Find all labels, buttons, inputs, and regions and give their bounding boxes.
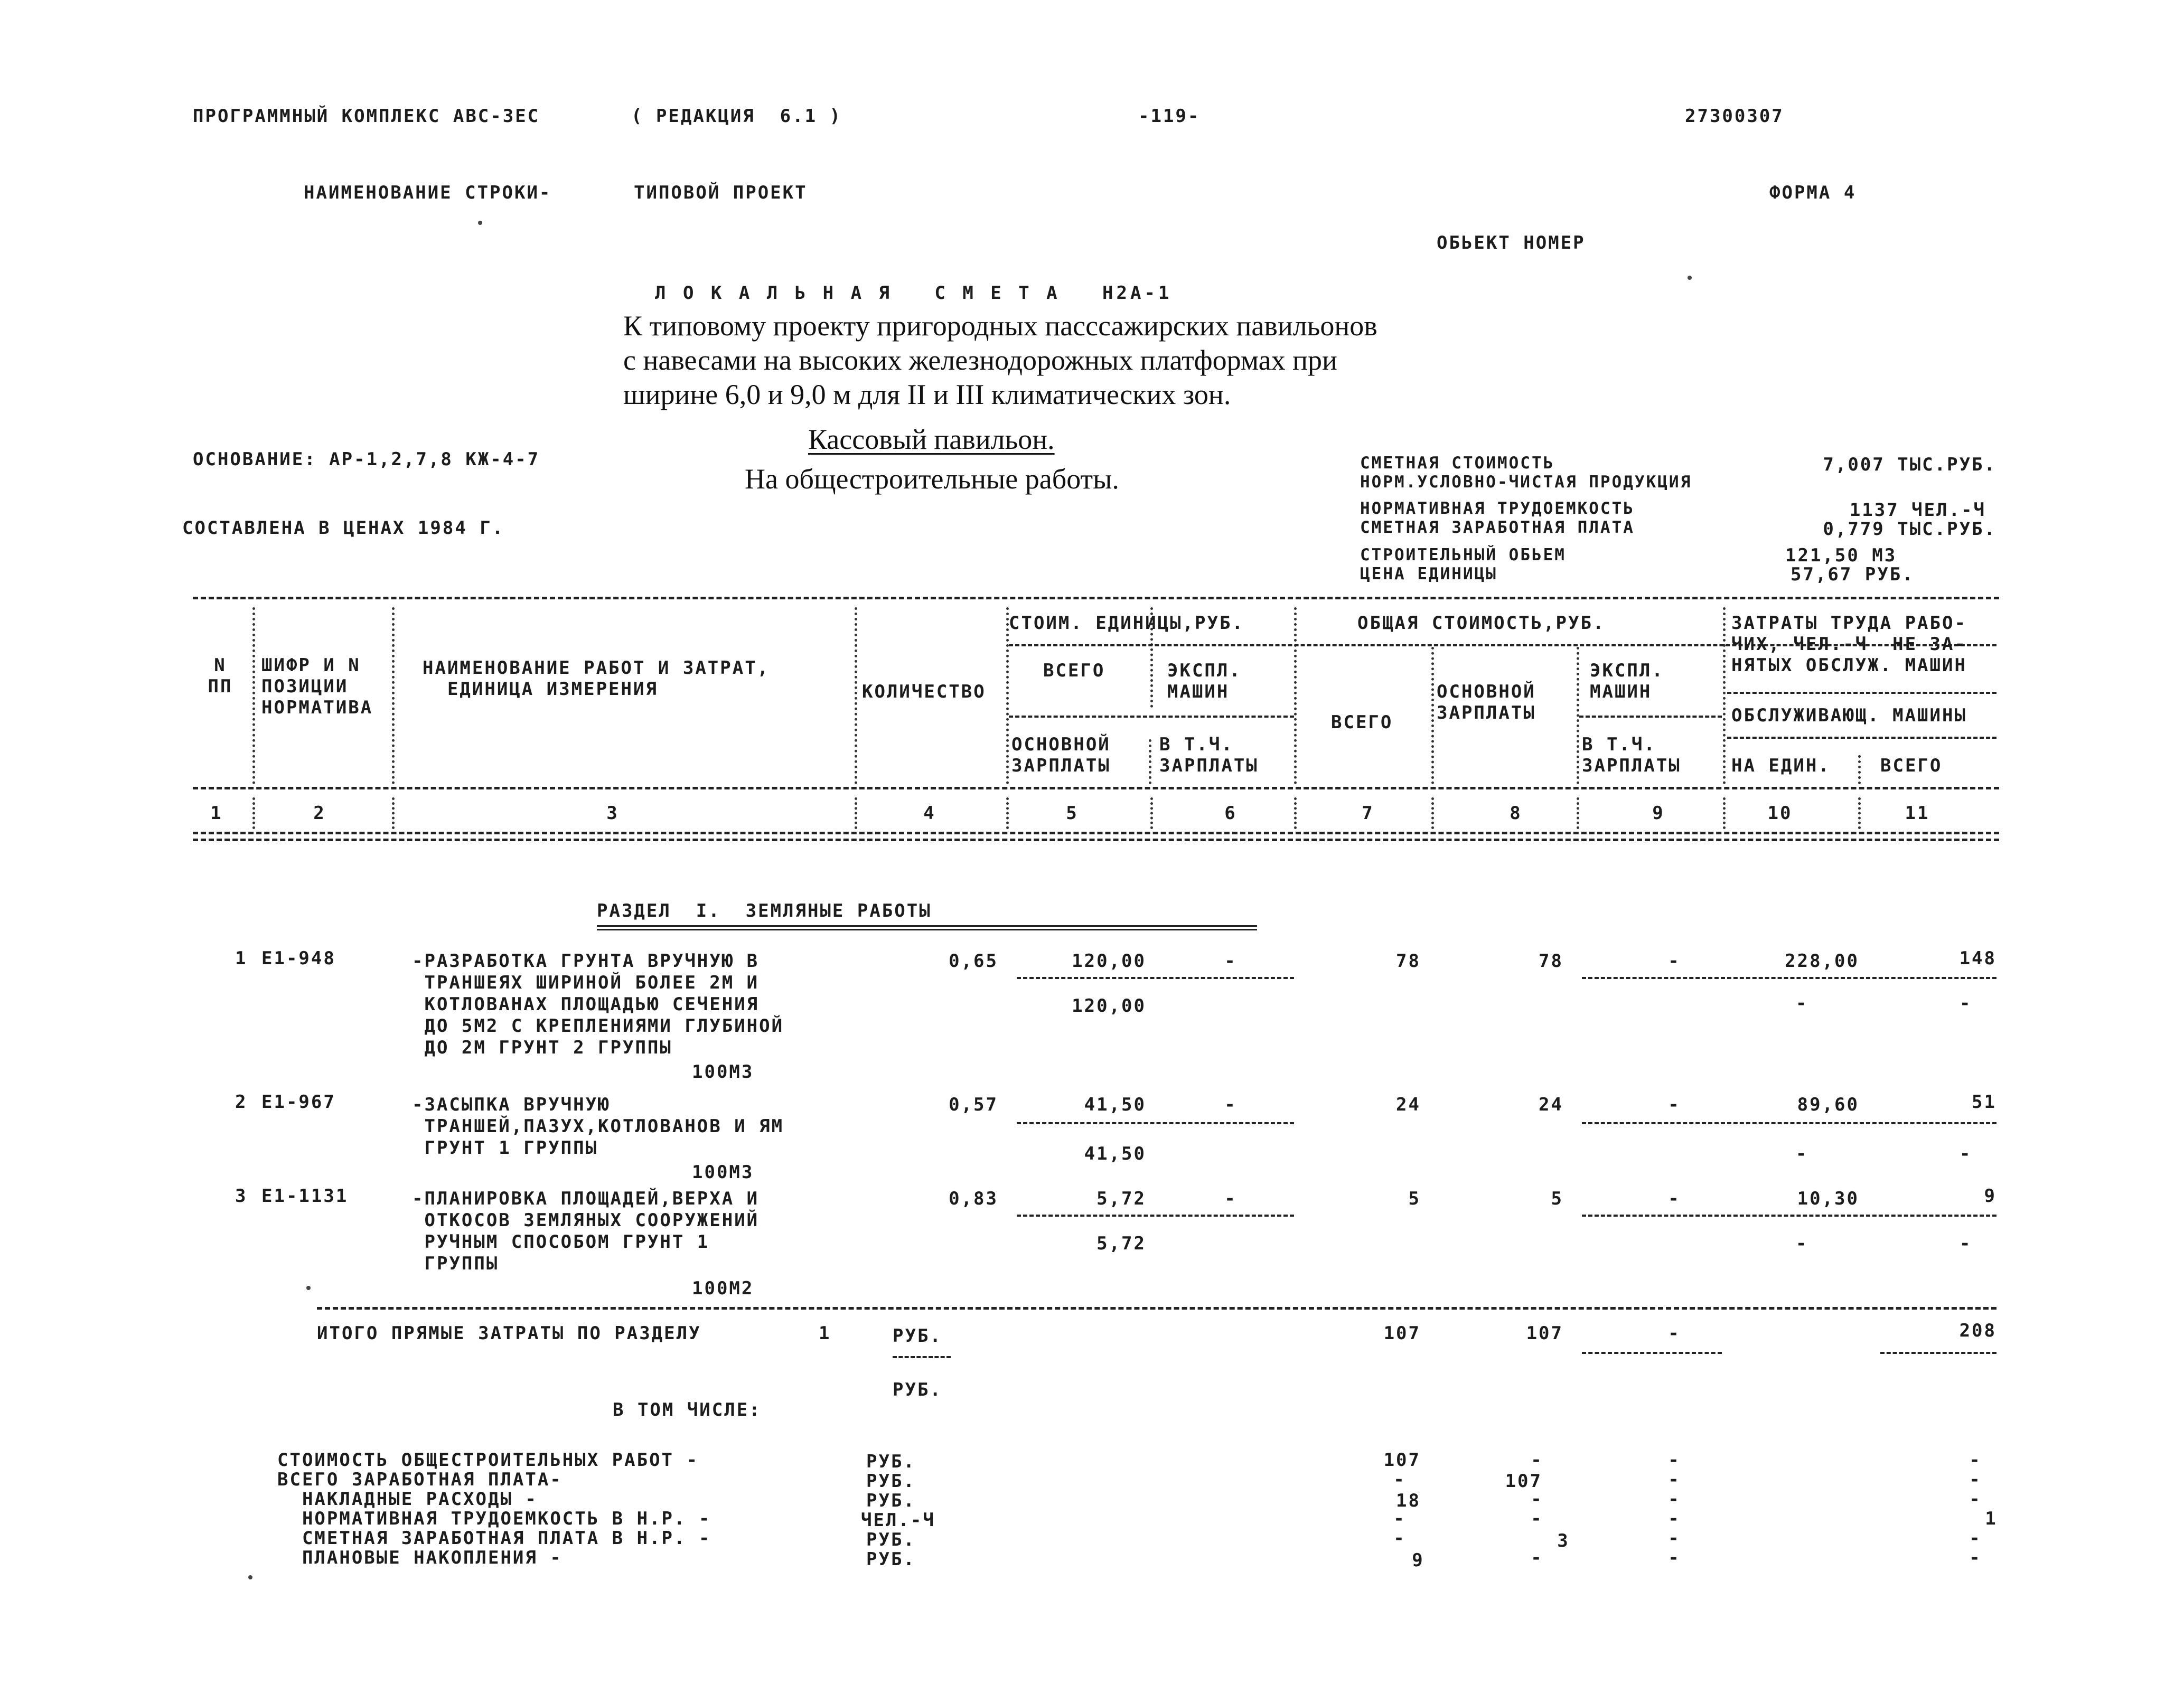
- cell-rule: [893, 1356, 951, 1358]
- breakdown-unit: ЧЕЛ.-Ч: [861, 1510, 935, 1531]
- smeta-title: Л О К А Л Ь Н А Я С М Е Т А Н2А-1: [655, 283, 1173, 304]
- col-header-name: НАИМЕНОВАНИЕ РАБОТ И ЗАТРАТ, ЕДИНИЦА ИЗМЕРЕНИЯ: [423, 657, 770, 700]
- column-separator: [1431, 797, 1434, 829]
- row-total: 5: [1408, 1188, 1421, 1209]
- row-machines: -: [1668, 951, 1681, 972]
- breakdown-label: НОРМАТИВНАЯ ТРУДОЕМКОСТЬ В Н.Р. -: [277, 1508, 711, 1529]
- breakdown-total: 18: [1396, 1490, 1421, 1511]
- breakdown-labor: -: [1969, 1450, 1982, 1471]
- row-work-name: -ПЛАНИРОВКА ПЛОЩАДЕЙ,ВЕРХА И ОТКОСОВ ЗЕМЛЯНЫХ СООРУЖЕНИЙ РУЧНЫМ СПОСОБОМ ГРУНТ 1 ГРУППЫ: [412, 1188, 760, 1274]
- col-header-labor-service: ОБСЛУЖИВАЮЩ. МАШИНЫ: [1731, 705, 1967, 726]
- column-separator: [855, 607, 857, 784]
- header-sub-rule: [1579, 716, 1722, 718]
- column-separator: [1149, 739, 1151, 784]
- col-header-unit-machine-salary: В Т.Ч. ЗАРПЛАТЫ: [1159, 734, 1259, 776]
- column-separator: [855, 797, 857, 829]
- col-header-qty: КОЛИЧЕСТВО: [862, 681, 986, 702]
- document-number: 27300307: [1685, 106, 1784, 127]
- itogo-label: ИТОГО ПРЯМЫЕ ЗАТРАТЫ ПО РАЗДЕЛУ: [317, 1323, 701, 1344]
- cell-rule: [1880, 1352, 1996, 1354]
- breakdown-label: СМЕТНАЯ ЗАРАБОТНАЯ ПЛАТА В Н.Р. -: [277, 1528, 711, 1549]
- breakdown-unit: РУБ.: [866, 1490, 916, 1511]
- row-unit-salary: 120,00: [1072, 995, 1146, 1017]
- summary-value: 121,50 М3: [1785, 545, 1897, 566]
- edition: ( РЕДАКЦИЯ 6.1 ): [631, 106, 842, 127]
- row-labor-total: 51: [1972, 1092, 1996, 1113]
- column-separator: [1577, 797, 1579, 829]
- cell-rule: [1017, 1215, 1294, 1217]
- col-number: 3: [606, 803, 619, 824]
- breakdown-total: -: [1393, 1508, 1406, 1529]
- col-header-unit-machines: ЭКСПЛ. МАШИН: [1167, 660, 1242, 702]
- cell-rule: [1017, 977, 1294, 979]
- breakdown-labor: -: [1969, 1547, 1982, 1568]
- breakdown-label: СТОИМОСТЬ ОБЩЕСТРОИТЕЛЬНЫХ РАБОТ -: [277, 1450, 699, 1471]
- row-unit: 100М3: [692, 1061, 754, 1083]
- col-header-code: ШИФР И N ПОЗИЦИИ НОРМАТИВА: [261, 655, 373, 718]
- title-line-2: с навесами на высоких железнодорожных платформах при: [623, 344, 1337, 376]
- column-separator: [1006, 797, 1009, 829]
- col-number: 7: [1362, 803, 1374, 824]
- works-title: На общестроительные работы.: [745, 463, 1119, 495]
- row-number: 3: [235, 1186, 248, 1207]
- basis-drawings: ОСНОВАНИЕ: АР-1,2,7,8 КЖ-4-7: [193, 449, 540, 470]
- breakdown-unit: РУБ.: [866, 1471, 916, 1492]
- form-label: ФОРМА 4: [1769, 182, 1857, 203]
- row-unit: 100М3: [692, 1162, 754, 1183]
- col-number: 1: [210, 803, 223, 824]
- summary-value: 0,779 ТЫС.РУБ.: [1823, 519, 1996, 540]
- breakdown-unit: РУБ.: [866, 1529, 916, 1550]
- breakdown-labor: 1: [1985, 1508, 1998, 1529]
- col-header-unit-cost: СТОИМ. ЕДИНИЦЫ,РУБ.: [1009, 613, 1244, 634]
- col-number: 2: [313, 803, 326, 824]
- row-machines: -: [1668, 1094, 1681, 1115]
- section-title: РАЗДЕЛ I. ЗЕМЛЯНЫЕ РАБОТЫ: [597, 900, 932, 921]
- col-header-unit-base-salary: ОСНОВНОЙ ЗАРПЛАТЫ: [1011, 734, 1111, 776]
- row-quantity: 0,57: [949, 1094, 998, 1115]
- header-bottom-rule: [193, 832, 1999, 834]
- breakdown-label: НАКЛАДНЫЕ РАСХОДЫ -: [277, 1489, 538, 1510]
- header-sub-rule: [1727, 737, 1996, 739]
- column-separator: [1723, 797, 1726, 829]
- row-total: 78: [1396, 951, 1421, 972]
- row-code: Е1-948: [261, 948, 336, 969]
- column-separator: [1006, 607, 1009, 784]
- row-machines: -: [1668, 1188, 1681, 1209]
- column-separator: [392, 607, 395, 784]
- row-unit-salary: 41,50: [1084, 1143, 1146, 1164]
- row-quantity: 0,65: [949, 951, 998, 972]
- breakdown-base: 3: [1557, 1530, 1570, 1551]
- header-mid-rule: [193, 787, 1999, 789]
- pavilion-title: Кассовый павильон.: [808, 424, 1055, 455]
- breakdown-machines: -: [1668, 1528, 1681, 1549]
- row-unit-price: 120,00: [1072, 951, 1146, 972]
- row-name-label: НАИМЕНОВАНИЕ СТРОКИ-: [304, 182, 552, 203]
- breakdown-machines: -: [1668, 1469, 1681, 1490]
- column-separator: [1294, 607, 1297, 784]
- in-that-label: В ТОМ ЧИСЛЕ:: [613, 1399, 762, 1420]
- row-labor-total: 148: [1959, 948, 1996, 969]
- row-code: Е1-1131: [261, 1186, 349, 1207]
- col-header-total-machines: ЭКСПЛ. МАШИН: [1590, 660, 1664, 702]
- summary-label: СМЕТНАЯ СТОИМОСТЬ: [1360, 454, 1555, 473]
- header-bottom-rule: [193, 839, 1999, 841]
- row-base-salary: 5: [1551, 1188, 1563, 1209]
- row-unit-price: 41,50: [1084, 1094, 1146, 1115]
- summary-label: НОРМ.УСЛОВНО-ЧИСТАЯ ПРОДУКЦИЯ: [1360, 473, 1692, 492]
- column-separator: [252, 607, 255, 784]
- breakdown-total: -: [1393, 1528, 1406, 1549]
- row-unit: 100М2: [692, 1278, 754, 1299]
- column-separator: [1431, 647, 1434, 784]
- row-unit-price: 5,72: [1096, 1188, 1146, 1209]
- column-separator: [252, 797, 255, 829]
- row-labor-unit: 228,00: [1785, 951, 1859, 972]
- row-number: 1: [235, 948, 248, 969]
- header-top-rule: [193, 597, 1999, 599]
- program-name: ПРОГРАММНЫЙ КОМПЛЕКС АВС-3ЕС: [193, 106, 540, 127]
- title-line-3: ширине 6,0 и 9,0 м для II и III климатических зон.: [623, 379, 1231, 410]
- object-number-label: ОБЬЕКТ НОМЕР: [1437, 232, 1586, 253]
- column-separator: [1150, 797, 1153, 829]
- breakdown-base: 107: [1505, 1471, 1542, 1492]
- col-header-total-base-salary: ОСНОВНОЙ ЗАРПЛАТЫ: [1437, 681, 1536, 723]
- col-number: 11: [1905, 803, 1930, 824]
- cell-rule: [1017, 1122, 1294, 1124]
- col-header-total-all: ВСЕГО: [1331, 712, 1393, 733]
- breakdown-unit: РУБ.: [866, 1451, 916, 1472]
- row-total: 24: [1396, 1094, 1421, 1115]
- summary-label: НОРМАТИВНАЯ ТРУДОЕМКОСТЬ: [1360, 499, 1635, 518]
- col-header-unit-total: ВСЕГО: [1043, 660, 1105, 681]
- title-line-1: К типовому проекту пригородных пасссажирских павильонов: [623, 310, 1377, 342]
- column-separator: [392, 797, 395, 829]
- breakdown-total: 9: [1412, 1550, 1424, 1571]
- summary-label: СМЕТНАЯ ЗАРАБОТНАЯ ПЛАТА: [1360, 518, 1635, 537]
- breakdown-machines: -: [1668, 1508, 1681, 1529]
- row-unit-machines: -: [1224, 951, 1237, 972]
- breakdown-labor: -: [1969, 1528, 1982, 1549]
- col-header-n: N ПП: [208, 655, 233, 697]
- breakdown-total: 107: [1383, 1450, 1421, 1471]
- row-name-value: ТИПОВОЙ ПРОЕКТ: [634, 182, 808, 203]
- col-header-per-unit: НА ЕДИН.: [1731, 755, 1831, 776]
- row-unit-machines: -: [1224, 1188, 1237, 1209]
- breakdown-machines: -: [1668, 1489, 1681, 1510]
- header-sub-rule: [1727, 692, 1996, 694]
- breakdown-labor: -: [1969, 1489, 1982, 1510]
- cell-rule: [1582, 1122, 1996, 1124]
- column-separator: [1858, 797, 1861, 829]
- itogo-unit-2: РУБ.: [893, 1379, 942, 1400]
- breakdown-base: -: [1531, 1508, 1543, 1529]
- breakdown-label: ВСЕГО ЗАРАБОТНАЯ ПЛАТА-: [277, 1469, 563, 1490]
- col-header-labor: ЗАТРАТЫ ТРУДА РАБО- ЧИХ, ЧЕЛ.-Ч НЕ ЗА- НЯТЫХ ОБСЛУЖ. МАШИН: [1731, 613, 1967, 676]
- col-number: 5: [1066, 803, 1079, 824]
- header-sub-rule: [1009, 716, 1294, 718]
- col-header-total-machine-salary: В Т.Ч. ЗАРПЛАТЫ: [1582, 734, 1681, 776]
- cell-rule: [1582, 977, 1996, 979]
- col-number: 8: [1510, 803, 1522, 824]
- summary-label: СТРОИТЕЛЬНЫЙ ОБЬЕМ: [1360, 545, 1566, 565]
- summary-value: 7,007 ТЫС.РУБ.: [1823, 454, 1996, 475]
- row-quantity: 0,83: [949, 1188, 998, 1209]
- row-code: Е1-967: [261, 1092, 336, 1113]
- row-unit-salary: 5,72: [1096, 1233, 1146, 1254]
- itogo-rule: [317, 1307, 1996, 1310]
- column-separator: [1294, 797, 1297, 829]
- itogo-base-salary: 107: [1526, 1323, 1563, 1344]
- column-separator: [1858, 755, 1861, 784]
- col-header-labor-total: ВСЕГО: [1880, 755, 1943, 776]
- itogo-labor: 208: [1959, 1320, 1996, 1341]
- column-separator: [1723, 607, 1726, 784]
- page-number: -119-: [1138, 106, 1201, 127]
- itogo-machines: -: [1668, 1323, 1681, 1344]
- col-number: 6: [1224, 803, 1237, 824]
- summary-value: 57,67 РУБ.: [1791, 564, 1915, 585]
- breakdown-total: -: [1393, 1469, 1406, 1490]
- breakdown-base: -: [1531, 1450, 1543, 1471]
- breakdown-machines: -: [1668, 1547, 1681, 1568]
- itogo-quantity: 1: [819, 1323, 831, 1344]
- summary-value: 1137 ЧЕЛ.-Ч: [1849, 500, 1986, 521]
- row-labor-total: 9: [1984, 1186, 1996, 1207]
- cell-rule: [1582, 1215, 1996, 1217]
- row-work-name: -РАЗРАБОТКА ГРУНТА ВРУЧНУЮ В ТРАНШЕЯХ ШИРИНОЙ БОЛЕЕ 2М И КОТЛОВАНАХ ПЛОЩАДЬЮ СЕЧЕНИЯ ДО 5М2 С КРЕПЛЕНИЯМИ ГЛУБИНОЙ ДО 2М ГРУНТ 2 ГРУППЫ: [412, 951, 784, 1058]
- breakdown-base: -: [1531, 1489, 1543, 1510]
- cell-rule: [1582, 1352, 1722, 1354]
- itogo-unit: РУБ.: [893, 1325, 942, 1347]
- price-level: СОСТАВЛЕНА В ЦЕНАХ 1984 Г.: [182, 518, 505, 539]
- summary-label: ЦЕНА ЕДИНИЦЫ: [1360, 565, 1497, 584]
- row-base-salary: 78: [1539, 951, 1563, 972]
- section-underline: [597, 925, 1257, 930]
- row-unit-machines: -: [1224, 1094, 1237, 1115]
- breakdown-unit: РУБ.: [866, 1549, 916, 1570]
- col-header-total-cost: ОБЩАЯ СТОИМОСТЬ,РУБ.: [1357, 613, 1606, 634]
- row-labor-unit: 10,30: [1797, 1188, 1859, 1209]
- breakdown-base: -: [1531, 1547, 1543, 1568]
- row-number: 2: [235, 1092, 248, 1113]
- breakdown-machines: -: [1668, 1450, 1681, 1471]
- itogo-total: 107: [1383, 1323, 1421, 1344]
- breakdown-labor: -: [1969, 1469, 1982, 1490]
- row-work-name: -ЗАСЫПКА ВРУЧНУЮ ТРАНШЕЙ,ПАЗУХ,КОТЛОВАНОВ И ЯМ ГРУНТ 1 ГРУППЫ: [412, 1094, 784, 1159]
- col-number: 10: [1767, 803, 1793, 824]
- col-number: 4: [923, 803, 936, 824]
- row-labor-unit: 89,60: [1797, 1094, 1859, 1115]
- breakdown-label: ПЛАНОВЫЕ НАКОПЛЕНИЯ -: [277, 1547, 563, 1568]
- col-number: 9: [1652, 803, 1665, 824]
- row-base-salary: 24: [1539, 1094, 1563, 1115]
